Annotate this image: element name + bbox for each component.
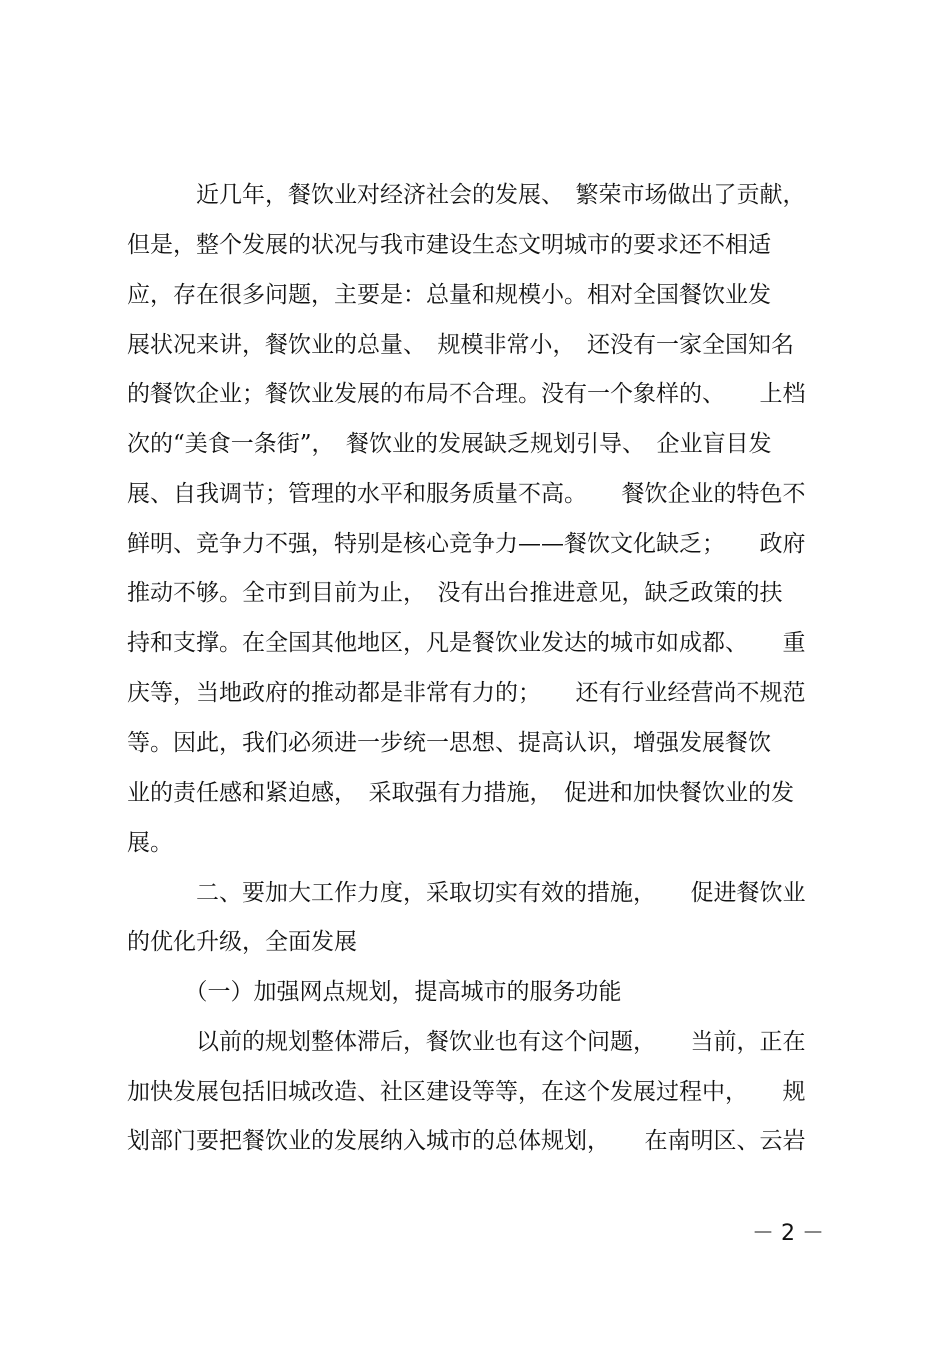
body-text-line: 以前的规划整体滞后，餐饮业也有这个问题， 当前，正在 <box>127 1029 806 1055</box>
body-text-line: 划部门要把餐饮业的发展纳入城市的总体规划， 在南明区、云岩 <box>127 1128 806 1154</box>
body-text-line: 鲜明、竞争力不强，特别是核心竞争力——餐饮文化缺乏； 政府 <box>127 531 806 557</box>
body-text-line: 推动不够。全市到目前为止， 没有出台推进意见，缺乏政策的扶 <box>127 580 783 606</box>
body-text-line: 应，存在很多问题，主要是：总量和规模小。相对全国餐饮业发 <box>127 282 771 308</box>
body-text-line: 展。 <box>127 830 173 856</box>
section-heading-line: 二、要加大工作力度，采取切实有效的措施， 促进餐饮业 <box>127 880 806 906</box>
body-text-line: 的餐饮企业；餐饮业发展的布局不合理。没有一个象样的、 上档 <box>127 381 806 407</box>
subsection-heading: （一）加强网点规划，提高城市的服务功能 <box>127 979 622 1005</box>
body-text-line: 加快发展包括旧城改造、社区建设等等，在这个发展过程中， 规 <box>127 1079 806 1105</box>
page-number: － 2 － <box>752 1221 824 1246</box>
body-text-line: 等。因此，我们必须进一步统一思想、提高认识，增强发展餐饮 <box>127 730 771 756</box>
body-text-line: 但是，整个发展的状况与我市建设生态文明城市的要求还不相适 <box>127 232 771 258</box>
section-heading-line: 的优化升级，全面发展 <box>127 929 357 955</box>
body-text-line: 展、自我调节；管理的水平和服务质量不高。 餐饮企业的特色不 <box>127 481 806 507</box>
body-text-line: 近几年，餐饮业对经济社会的发展、 繁荣市场做出了贡献， <box>127 182 806 208</box>
body-text-line: 次的“美食一条街”， 餐饮业的发展缺乏规划引导、 企业盲目发 <box>127 431 772 457</box>
body-text-line: 展状况来讲，餐饮业的总量、 规模非常小， 还没有一家全国知名 <box>127 332 794 358</box>
body-text-line: 庆等，当地政府的推动都是非常有力的； 还有行业经营尚不规范 <box>127 680 806 706</box>
body-text-line: 业的责任感和紧迫感， 采取强有力措施， 促进和加快餐饮业的发 <box>127 780 794 806</box>
body-text-line: 持和支撑。在全国其他地区，凡是餐饮业发达的城市如成都、 重 <box>127 630 806 656</box>
